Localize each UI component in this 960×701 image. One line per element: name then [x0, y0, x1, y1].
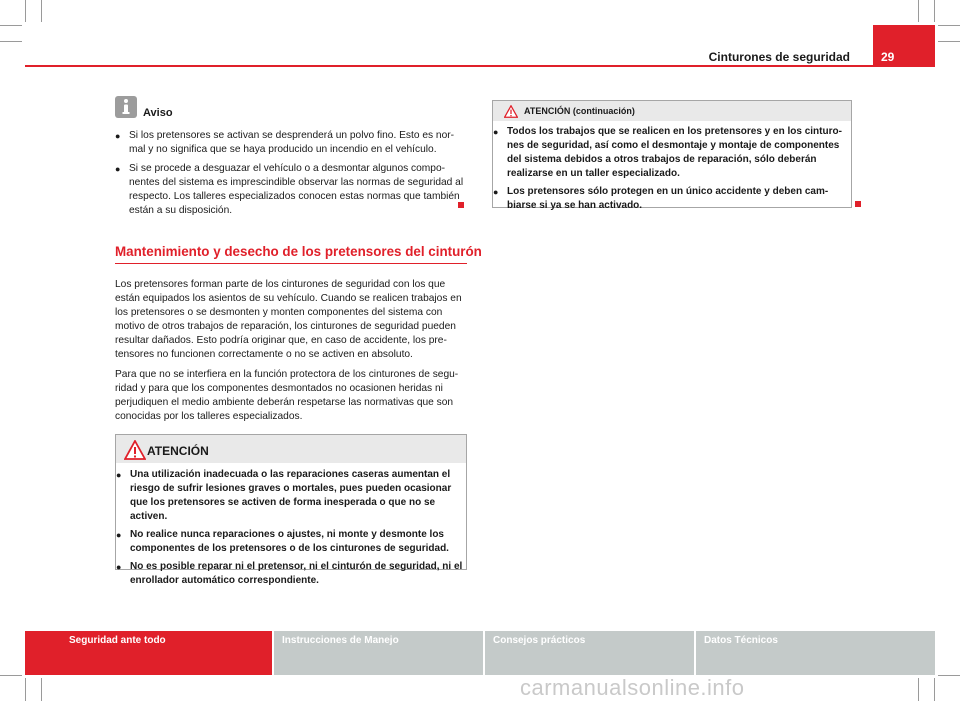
warning-header — [116, 435, 466, 463]
section-paragraph-1: Los pretensores forman parte de los cinturones de seguridad con los que están equipados los asientos de su vehículo. Cuando se realicen trabajos en los pretensores o se desmonten y monten componentes del sistema con motivo de otros trabajos de reparación, los cinturones de seguridad pueden resultar dañados. Esto podría originar que, en caso de accidente, los pre-tensores no funcionen correctamente o no se activen en absoluto. — [115, 279, 462, 360]
crop-mark — [25, 678, 26, 701]
footer-tab-label: Seguridad ante todo — [69, 635, 166, 646]
list-item — [115, 162, 465, 218]
footer-tab-instrucciones[interactable] — [274, 631, 483, 675]
watermark: carmanualsonline.info — [520, 675, 745, 700]
bullet-icon: ● — [115, 131, 121, 141]
aviso-title: Aviso — [143, 107, 173, 119]
section-title: Mantenimiento y desecho de los pretensores del cinturón — [115, 244, 482, 259]
warning-triangle-icon — [124, 440, 146, 460]
running-header: Cinturones de seguridad — [708, 50, 850, 64]
section-rule — [115, 263, 467, 264]
section-paragraph-2: Para que no se interfiera en la función protectora de los cinturones de segu-ridad y para que los componentes desmontados no ocasionen heridas ni perjudiquen el medio ambiente deberán respetarse las normativas que son conocidas por los talleres especializados. — [115, 369, 459, 422]
warning-title: ATENCIÓN — [147, 444, 209, 458]
crop-mark — [918, 678, 919, 701]
warning-continued-title: ATENCIÓN (continuación) — [524, 106, 635, 116]
warning-continued-box — [492, 100, 852, 211]
page-number: 29 — [881, 50, 895, 64]
crop-mark — [938, 41, 960, 42]
crop-mark — [41, 0, 42, 22]
footer-tab-label: Consejos prácticos — [493, 635, 586, 646]
list-item — [493, 185, 851, 213]
aviso-list — [115, 129, 465, 218]
warning-body — [116, 468, 466, 588]
footer-tab-seguridad[interactable] — [25, 631, 272, 675]
warning-continued-item-1: Todos los trabajos que se realicen en los pretensores y en los cinturo-nes de seguridad, así como el desmontaje y montaje de componentes del sistema debidos a otros trabajos de reparación, sólo deberán realizarse en un taller especializado. — [507, 126, 842, 179]
crop-mark — [0, 25, 22, 26]
bullet-icon: ● — [115, 164, 121, 174]
list-item — [115, 129, 465, 157]
list-item — [116, 528, 466, 556]
bullet-icon: ● — [493, 187, 499, 197]
footer-tab-consejos[interactable] — [485, 631, 694, 675]
warning-triangle-icon — [504, 105, 518, 118]
footer-nav — [25, 631, 935, 675]
crop-mark — [918, 0, 919, 22]
crop-mark — [938, 25, 960, 26]
warning-continued-body — [493, 125, 851, 213]
aviso-item-1: Si los pretensores se activan se desprenderá un polvo fino. Esto es nor-mal y no significa que se haya producido un incendio en el vehículo. — [129, 130, 455, 155]
list-item — [116, 468, 466, 524]
bullet-icon: ● — [116, 530, 122, 540]
warning-continued-header — [493, 101, 851, 121]
aviso-item-2: Si se procede a desguazar el vehículo o a desmontar algunos compo-nentes del sistema es imprescindible observar las normas de seguridad al respecto. Los talleres especializados conocen estas normas que también están a su disposición. — [129, 163, 464, 216]
bullet-icon: ● — [116, 470, 122, 480]
warning-box — [115, 434, 467, 586]
end-of-section-mark — [458, 202, 464, 208]
warning-continued-item-2: Los pretensores sólo protegen en un único accidente y deben cam-biarse si ya se han activado. — [507, 186, 829, 211]
crop-mark — [934, 678, 935, 701]
footer-tab-label: Datos Técnicos — [704, 635, 778, 646]
info-icon — [115, 96, 137, 118]
footer-tab-datos[interactable] — [696, 631, 935, 675]
footer-tab-label: Instrucciones de Manejo — [282, 635, 399, 646]
crop-mark — [938, 675, 960, 676]
bullet-icon: ● — [493, 127, 499, 137]
warning-item-1: Una utilización inadecuada o las reparaciones caseras aumentan el riesgo de sufrir lesiones graves o mortales, pues pueden ocasionar que los pretensores se activen de forma inesperada o que no se activen. — [130, 469, 452, 522]
list-item — [116, 560, 466, 588]
crop-mark — [0, 675, 22, 676]
crop-mark — [25, 0, 26, 22]
crop-mark — [934, 0, 935, 22]
header-rule — [25, 65, 935, 67]
crop-mark — [41, 678, 42, 701]
crop-mark — [0, 41, 22, 42]
warning-item-2: No realice nunca reparaciones o ajustes, ni monte y desmonte los componentes de los pretensores o de los cinturones de seguridad. — [130, 529, 449, 554]
bullet-icon: ● — [116, 562, 122, 572]
list-item — [493, 125, 851, 181]
end-of-section-mark — [855, 201, 861, 207]
section-body — [115, 278, 467, 424]
warning-item-3: No es posible reparar ni el pretensor, ni el cinturón de seguridad, ni el enrollador automático correspondiente. — [130, 561, 463, 586]
